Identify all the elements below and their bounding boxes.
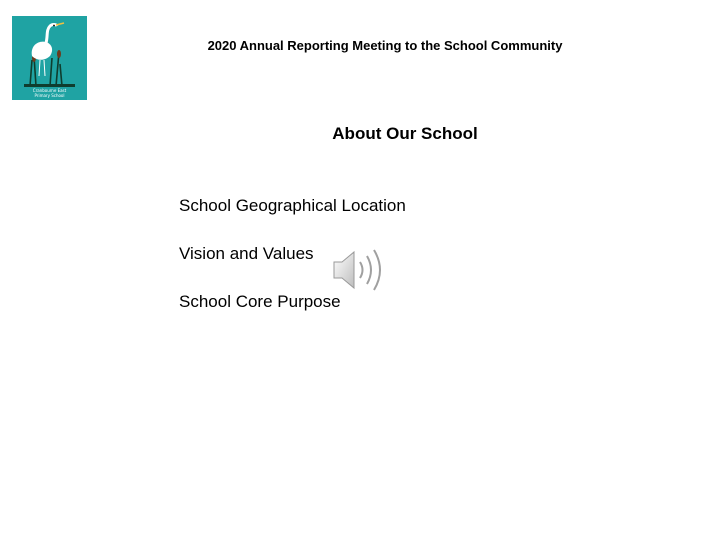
logo-text-line2: Primary School (34, 93, 65, 98)
section-title: About Our School (332, 124, 478, 143)
list-item-core-purpose: School Core Purpose (179, 292, 341, 311)
logo-text-line1: Cranbourne East (32, 88, 67, 93)
speaker-icon (332, 244, 390, 296)
list-item-geographical-location: School Geographical Location (179, 196, 406, 215)
audio-speaker-button[interactable] (332, 244, 390, 296)
page-header-title: 2020 Annual Reporting Meeting to the School Community (207, 38, 563, 53)
school-logo (12, 16, 87, 100)
list-item-vision-values: Vision and Values (179, 244, 314, 263)
